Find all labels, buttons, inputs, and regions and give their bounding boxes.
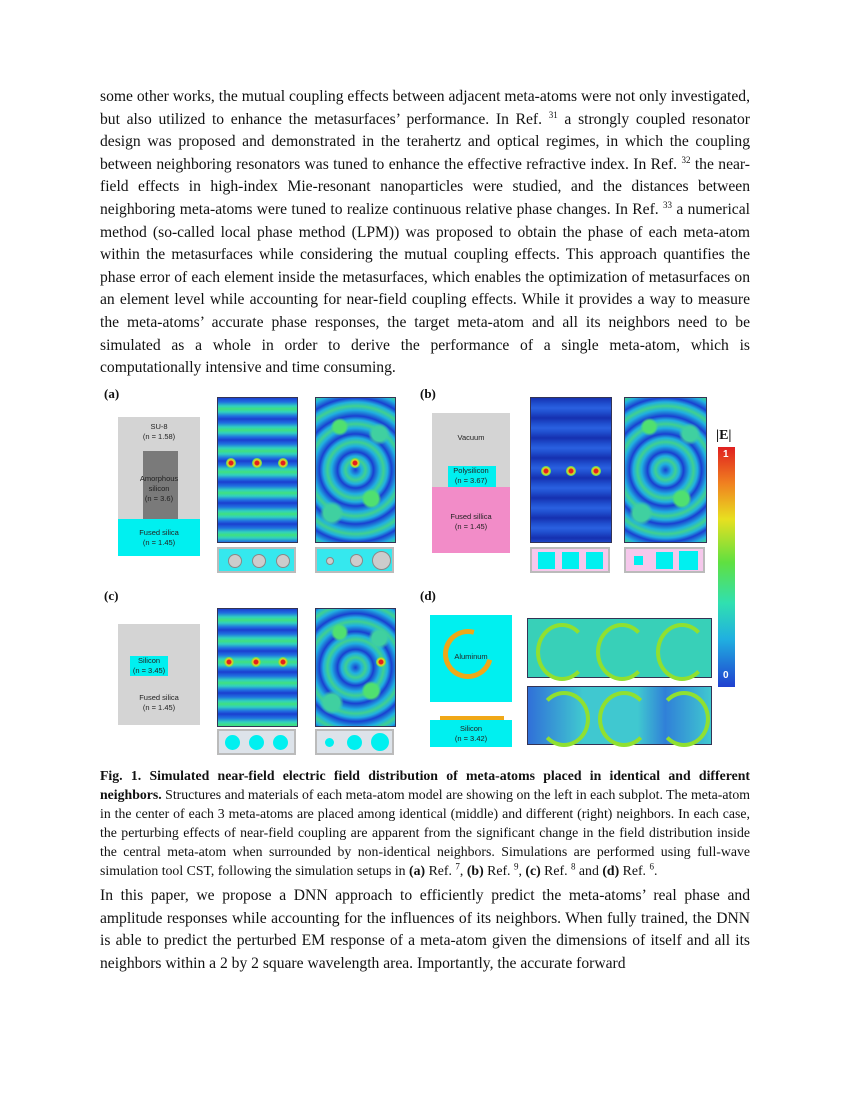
field-map-different — [315, 608, 396, 727]
text: Ref. — [483, 863, 514, 878]
label: (n = 3.45) — [132, 666, 166, 675]
label: Fused sillica — [450, 512, 492, 521]
text: (b) — [466, 863, 484, 878]
ref: 8 — [570, 861, 576, 872]
label: Silicon — [137, 656, 161, 665]
label: Aluminum — [454, 652, 488, 661]
panel-a-label: (a) — [104, 386, 120, 401]
label: Fused silica — [139, 693, 179, 702]
label: Polysilicon — [453, 466, 489, 475]
text: the near-field effects in high-index Mie-resonant nanoparticles were studied, and the distances between neighboring meta-atoms were tuned to realize continuous relative phase changes. In Ref. — [100, 155, 750, 218]
text: (a) — [409, 863, 426, 878]
caption-title: Fig. 1. Simulated near-field electric field distribution of meta-atoms placed in identical and different neighbors. — [100, 768, 750, 802]
text: and — [575, 863, 603, 878]
field-map-identical — [527, 618, 712, 678]
label: Silicon — [459, 724, 483, 733]
top-view-identical — [217, 547, 296, 573]
label: (n = 3.67) — [454, 476, 488, 485]
panel-c-label: (c) — [104, 588, 119, 603]
ref: 6 — [649, 861, 654, 872]
colorbar — [718, 447, 735, 687]
panel-d-label: (d) — [420, 588, 436, 603]
top-view-identical — [530, 547, 610, 573]
body-paragraph-1 — [100, 86, 750, 380]
figure-caption — [100, 766, 750, 880]
colorbar-min: 0 — [723, 670, 729, 681]
field-map-different — [527, 686, 712, 745]
ref: 32 — [681, 154, 691, 165]
label: Vacuum — [457, 433, 485, 442]
label: Amorphous — [139, 474, 179, 483]
panel-b-label: (b) — [420, 386, 436, 401]
top-view-identical — [217, 729, 296, 755]
ref: 7 — [455, 861, 460, 872]
text: Ref. — [425, 863, 456, 878]
text: (d) — [602, 863, 620, 878]
text: , — [518, 863, 526, 878]
field-map-different — [624, 397, 707, 543]
label: (n = 3.6) — [144, 494, 174, 503]
ref: 9 — [513, 861, 519, 872]
label: (n = 1.58) — [142, 432, 176, 441]
ref: 33 — [663, 199, 673, 210]
text: a strongly coupled resonator design was proposed and demonstrated in the terahertz and optical regimes, in which the coupling between neighboring resonators was tuned to enhance the effective refractive index. In Ref. — [100, 110, 750, 173]
label: (n = 3.42) — [454, 734, 488, 743]
label: (n = 1.45) — [454, 522, 488, 531]
label: (n = 1.45) — [142, 538, 176, 547]
text: Ref. — [619, 863, 650, 878]
body-paragraph-2: In this paper, we propose a DNN approach to efficiently predict the meta-atoms’ real phase and amplitude responses while accounting for the influences of its neighbors. When fully trained, the DNN is able to predict the perturbed EM response of a meta-atom given the dimensions of itself and all its neighbors within a 2 by 2 square wavelength area. Importantly, the accurate forward — [100, 887, 750, 972]
field-map-different — [315, 397, 396, 543]
text: Structures and materials of each meta-atom model are showing on the left in each subplot. The meta-atom in the center of each 3 meta-atoms are placed among identical (middle) and different (right) neighbors. In each case, the perturbing effects of near-field coupling are apparent from the significant change in the field distribution inside the central meta-atom when surrounded by non-identical neighbors. Simulations are performed using full-wave simulation tool CST, following the simulation setups in — [100, 787, 750, 878]
ref: 31 — [548, 109, 558, 120]
field-map-identical — [530, 397, 612, 543]
text: (c) — [525, 863, 541, 878]
top-view-different — [624, 547, 705, 573]
field-map-identical — [217, 608, 298, 727]
label: (n = 1.45) — [142, 703, 176, 712]
colorbar-max: 1 — [723, 449, 729, 460]
top-view-different — [315, 729, 394, 755]
field-map-identical — [217, 397, 298, 543]
label: silicon — [148, 484, 170, 493]
text: , — [459, 863, 467, 878]
text: some other works, the mutual coupling effects between adjacent meta-atoms were not only investigated, but also utilized to enhance the metasurfaces’ performance. In Ref. — [100, 88, 750, 128]
colorbar-title: |E| — [716, 428, 732, 443]
top-view-different — [315, 547, 394, 573]
text: a numerical method (so-called local phase method (LPM)) was proposed to obtain the phase of each meta-atom within the metasurfaces while considering the mutual coupling effects. This approach quantifies the phase error of each element inside the metasurfaces, which enables the optimization of metasurfaces on an element level while accounting for near-field coupling effects. While it provides a way to measure the meta-atoms’ accurate phase responses, the target meta-atom and all its neighbors need to be simulated as a whole in order to derive the performance of a single meta-atom, which is computationally intensive and time consuming. — [100, 200, 750, 377]
label: SU-8 — [150, 422, 168, 431]
text: Ref. — [540, 863, 571, 878]
label: Fused silica — [139, 528, 179, 537]
text: . — [653, 863, 658, 878]
